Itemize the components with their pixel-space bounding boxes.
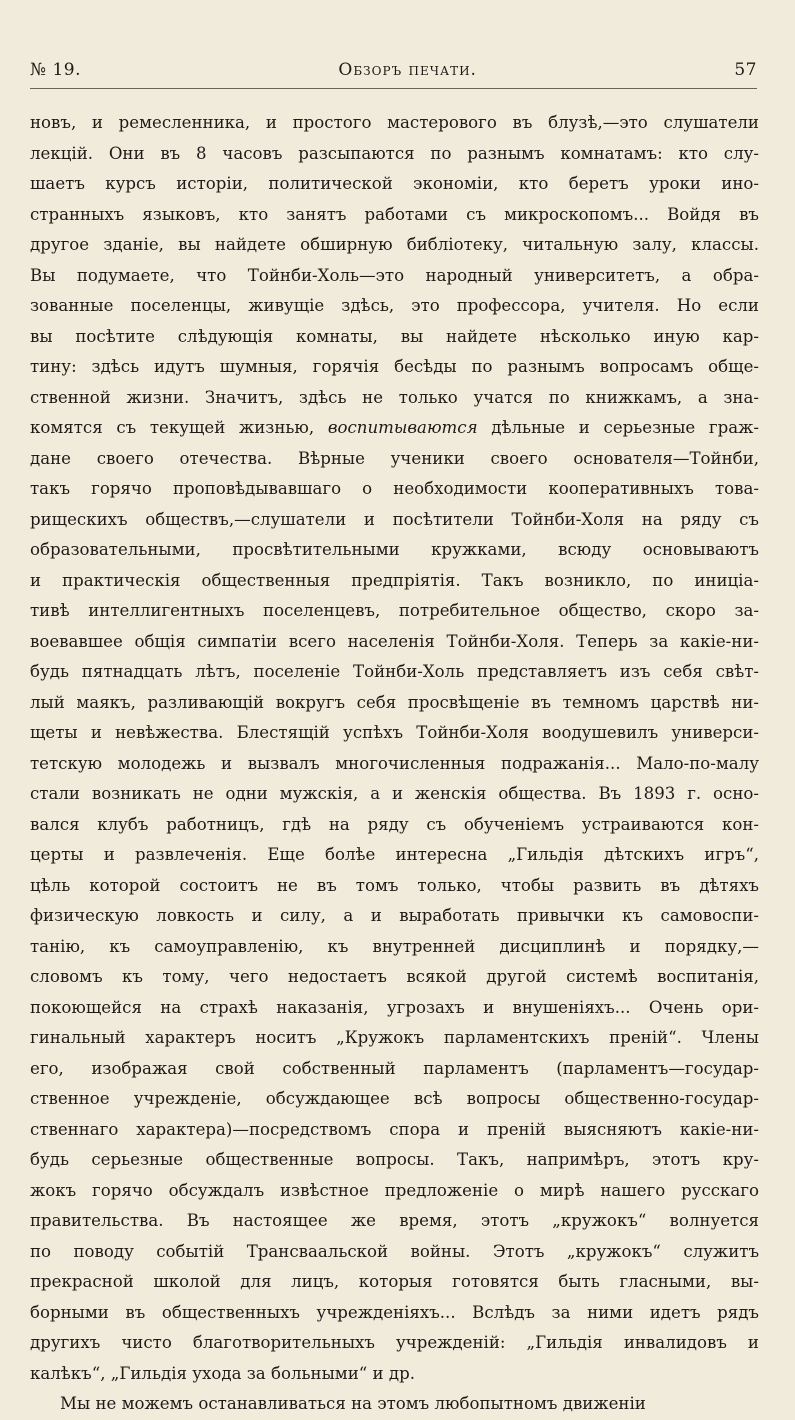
text-line: цѣль которой состоитъ не въ томъ только, чтобы развить въ дѣтяхъ [30, 875, 759, 895]
text-line: щеты и невѣжества. Блестящій успѣхъ Тойнби-Холя воодушевилъ универси- [30, 723, 759, 742]
text-line: борными въ общественныхъ учрежденіяхъ... Вслѣдъ за ними идетъ рядъ [30, 1302, 759, 1322]
text-line: ственной жизни. Значитъ, здѣсь не только учатся по книжкамъ, а зна- [30, 387, 759, 407]
text-line: ственнаго характера)—посредствомъ спора и преній выясняютъ какіе-ни- [30, 1119, 759, 1139]
text-line: воевавшее общія симпатіи всего населенія Тойнби-Холя. Теперь за какіе-ни- [30, 631, 759, 651]
text-line: жокъ горячо обсуждалъ извѣстное предложеніе о мирѣ нашего русскаго [30, 1180, 759, 1200]
text-line [30, 413, 759, 444]
emphasized-word: воспитываются [327, 418, 478, 437]
text-line: танію, къ самоуправленію, къ внутренней дисциплинѣ и порядку,— [30, 936, 759, 956]
text-line: словомъ къ тому, чего недостаетъ всякой другой системѣ воспитанія, [30, 967, 759, 986]
text-line: по поводу событій Трансваальской войны. Этотъ „кружокъ“ служитъ [30, 1241, 759, 1261]
text-line: другихъ чисто благотворительныхъ учрежденій: „Гильдія инвалидовъ и [30, 1333, 759, 1352]
text-line: лый маякъ, разливающій вокругъ себя просвѣщеніе въ темномъ царствѣ ни- [30, 692, 759, 712]
page-number: 57 [734, 60, 757, 80]
text-line: будь пятнадцать лѣтъ, поселеніе Тойнби-Холь представляетъ изъ себя свѣт- [30, 662, 759, 681]
text-line: его, изображая свой собственный парламентъ (парламентъ—государ- [30, 1058, 759, 1078]
text-line: вался клубъ работницъ, гдѣ на ряду съ обученіемъ устраиваются кон- [30, 814, 759, 834]
text-line: новъ, и ремесленника, и простого мастерового въ блузѣ,—это слушатели [30, 113, 759, 132]
header-rule [30, 88, 757, 89]
text-line: вы посѣтите слѣдующія комнаты, вы найдете нѣсколько иную кар- [30, 326, 759, 346]
text-line: рищескихъ обществъ,—слушатели и посѣтители Тойнби-Холя на ряду съ [30, 509, 759, 529]
text-line: и практическія общественныя предпріятія. Такъ возникло, по иниціа- [30, 570, 759, 590]
text-line: лекцій. Они въ 8 часовъ разсыпаются по разнымъ комнатамъ: кто слу- [30, 143, 759, 163]
text-line: дане своего отечества. Вѣрные ученики своего основателя—Тойнби, [30, 448, 759, 468]
text-line: тивѣ интеллигентныхъ поселенцевъ, потребительное общество, скоро за- [30, 601, 759, 620]
text-line: шаетъ курсъ исторіи, политической экономіи, кто беретъ уроки ино- [30, 174, 759, 193]
text-line: физическую ловкость и силу, а и выработать привычки къ самовоспи- [30, 906, 759, 925]
text-line: прекрасной школой для лицъ, которыя готовятся быть гласными, вы- [30, 1272, 759, 1291]
text-line: покоющейся на страхѣ наказанія, угрозахъ и внушеніяхъ... Очень ори- [30, 997, 759, 1017]
issue-number: № 19. [30, 60, 82, 80]
text-line: правительства. Въ настоящее же время, этотъ „кружокъ“ волнуется [30, 1211, 759, 1230]
text-line: гинальный характеръ носитъ „Кружокъ парламентскихъ преній“. Члены [30, 1028, 759, 1047]
text-line: стали возникать не одни мужскія, а и женскія общества. Въ 1893 г. осно- [30, 784, 759, 803]
text-line: тетскую молодежь и вызвалъ многочисленныя подражанія... Мало-по-малу [30, 753, 759, 773]
text-line: будь серьезные общественные вопросы. Такъ, напримѣръ, этотъ кру- [30, 1150, 759, 1169]
text-line: калѣкъ“, „Гильдія ухода за больными“ и др. [30, 1363, 415, 1383]
text-line: образовательными, просвѣтительными кружками, всюду основываютъ [30, 540, 759, 559]
text-line: странныхъ языковъ, кто занятъ работами съ микроскопомъ... Войдя въ [30, 204, 759, 224]
text-line: тину: здѣсь идутъ шумныя, горячія бесѣды по разнымъ вопросамъ обще- [30, 357, 759, 376]
text-line: Вы подумаете, что Тойнби-Холь—это народный университетъ, а обра- [30, 265, 759, 285]
text-line: церты и развлеченія. Еще болѣе интересна „Гильдія дѣтскихъ игръ“, [30, 845, 759, 864]
text-line: ственное учрежденіе, обсуждающее всѣ вопросы общественно-государ- [30, 1089, 759, 1108]
running-title: Обзоръ печати. [338, 60, 477, 80]
page-header [30, 60, 757, 80]
text-line: Мы не можемъ останавливаться на этомъ любопытномъ движеніи [60, 1394, 646, 1413]
text-line: такъ горячо проповѣдывавшаго о необходимости кооперативныхъ това- [30, 479, 759, 498]
text-segment: дѣльные и серьезные граж- [477, 418, 759, 437]
text-line: зованные поселенцы, живущіе здѣсь, это профессора, учителя. Но если [30, 296, 759, 315]
text-segment: комятся съ текущей жизнью, [30, 418, 328, 437]
article-body [30, 108, 759, 1420]
text-line: другое зданіе, вы найдете обширную библіотеку, читальную залу, классы. [30, 235, 759, 254]
